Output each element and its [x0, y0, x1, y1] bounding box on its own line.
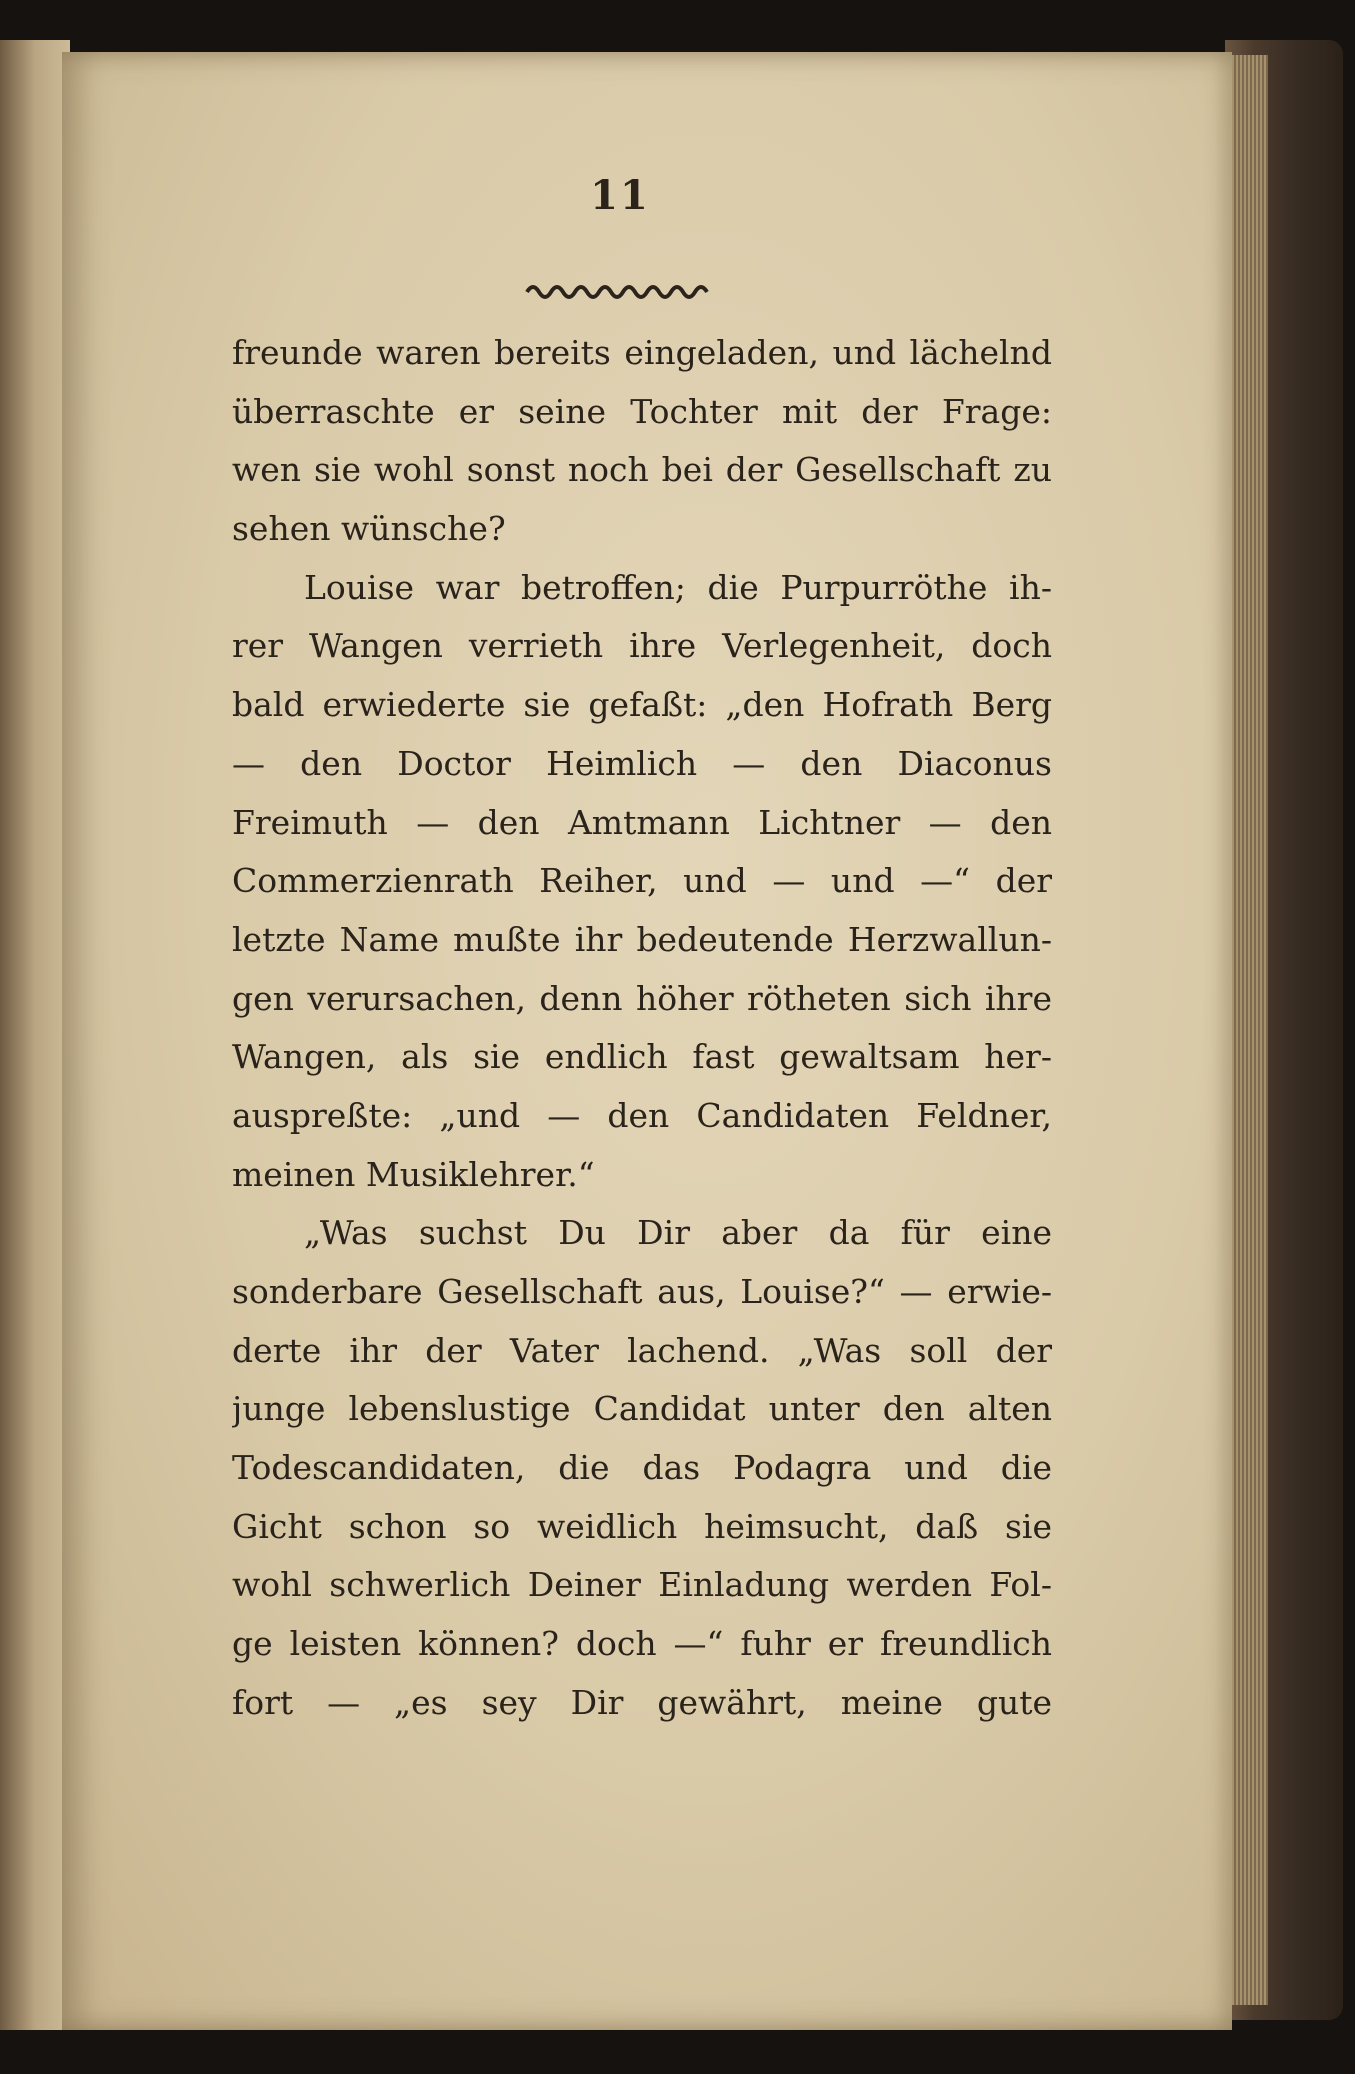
text-line: derte ihr der Vater lachend. „Was soll der: [232, 1330, 1052, 1370]
text-line: Gicht schon so weidlich heimsucht, daß sie: [232, 1506, 1052, 1546]
page-stack-edge: [1228, 55, 1268, 2005]
text-line: Wangen, als sie endlich fast gewaltsam her-: [232, 1037, 1052, 1077]
text-line: ge leisten können? doch —“ fuhr er freundlich: [232, 1624, 1052, 1664]
page-number: 11: [590, 172, 650, 219]
text-line: überraschte er seine Tochter mit der Frage:: [232, 391, 1052, 431]
text-line: freunde waren bereits eingeladen, und lächelnd: [232, 333, 1052, 372]
text-line: sonderbare Gesellschaft aus, Louise?“ — erwie-: [232, 1272, 1052, 1311]
text-line: auspreßte: „und — den Candidaten Feldner,: [232, 1095, 1052, 1135]
text-line: wohl schwerlich Deiner Einladung werden Fol-: [232, 1565, 1052, 1605]
wavy-rule-ornament-icon: [525, 278, 715, 302]
facing-page-edge: [0, 40, 70, 2030]
text-line: Freimuth — den Amtmann Lichtner — den: [232, 802, 1052, 842]
text-line: rer Wangen verrieth ihre Verlegenheit, doch: [232, 626, 1052, 666]
text-line: bald erwiederte sie gefaßt: „den Hofrath Berg: [232, 685, 1052, 725]
text-line: Louise war betroffen; die Purpurröthe ih-: [304, 567, 1052, 607]
text-line: — den Doctor Heimlich — den Diaconus: [232, 743, 1052, 783]
text-line: letzte Name mußte ihr bedeutende Herzwallun-: [232, 919, 1052, 959]
text-line: sehen wünsche?: [232, 509, 506, 549]
text-line: meinen Musiklehrer.“: [232, 1154, 595, 1194]
text-line: „Was suchst Du Dir aber da für eine: [304, 1213, 1052, 1253]
body-text: [232, 324, 1052, 1733]
text-line: Todescandidaten, die das Podagra und die: [232, 1448, 1052, 1488]
text-line: Commerzienrath Reiher, und — und —“ der: [232, 861, 1052, 901]
text-line: fort — „es sey Dir gewährt, meine gute: [232, 1682, 1052, 1722]
text-line: wen sie wohl sonst noch bei der Gesellschaft zu: [232, 450, 1052, 490]
text-line: junge lebenslustige Candidat unter den alten: [232, 1389, 1052, 1429]
text-line: gen verursachen, denn höher rötheten sich ihre: [232, 978, 1052, 1018]
